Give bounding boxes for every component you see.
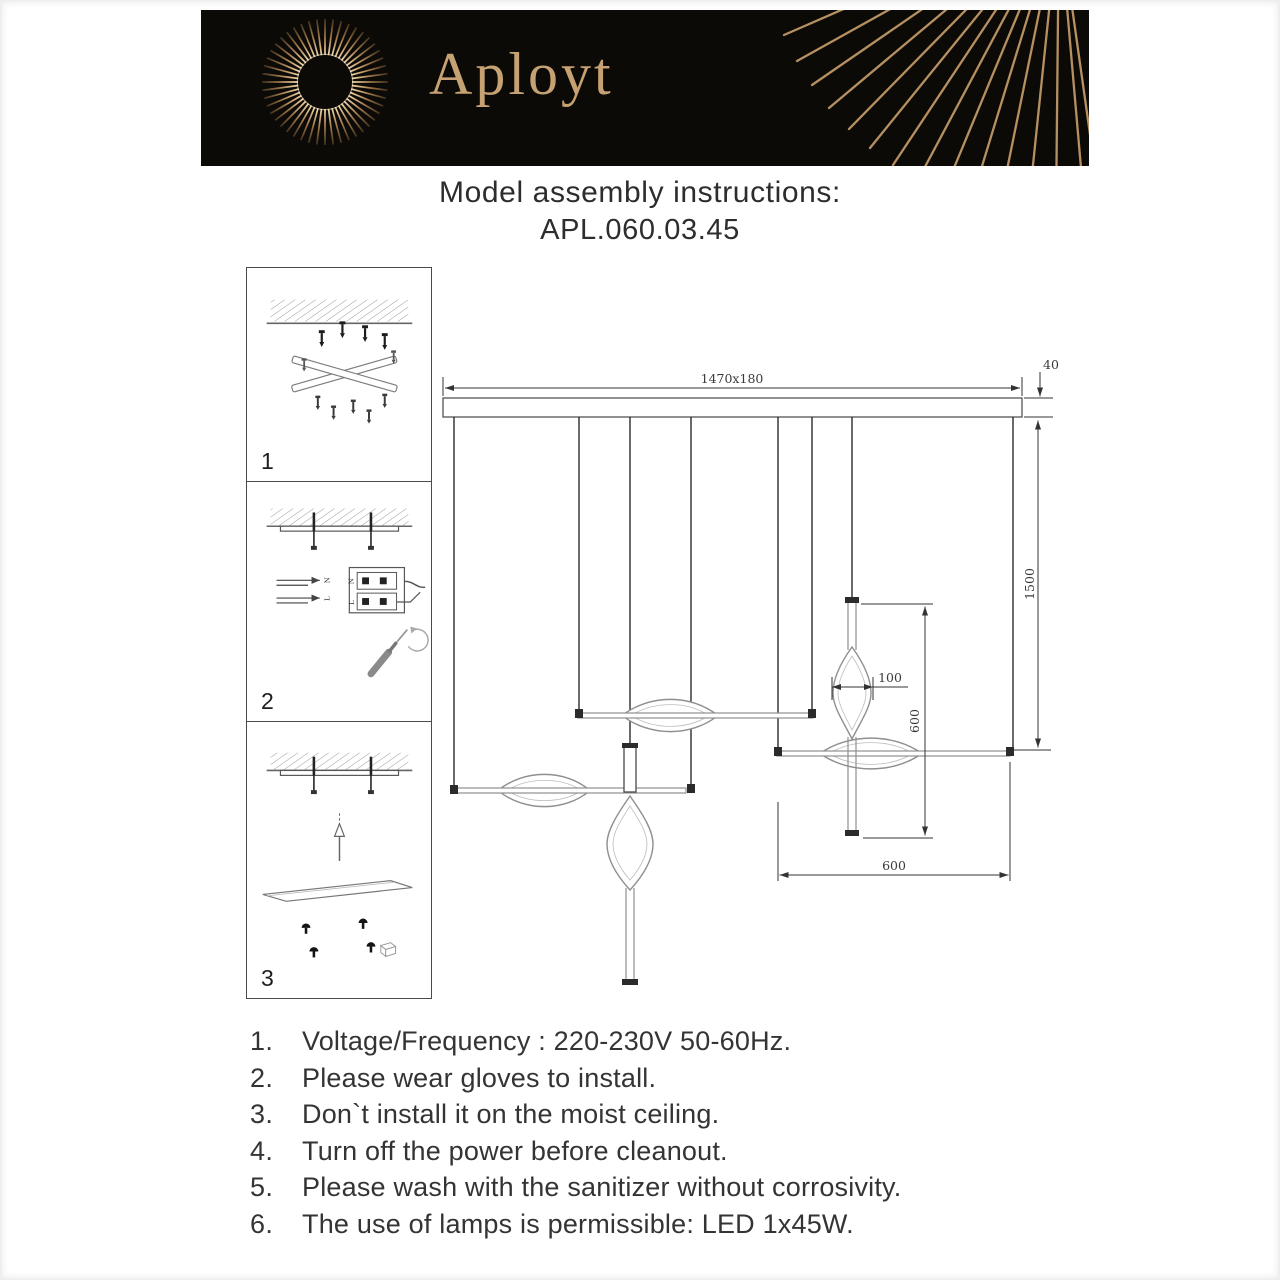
step-2-number: 2 [261,688,274,714]
screwdriver-icon [371,626,428,673]
step-1-panel [246,267,432,482]
cross-bracket [291,356,397,392]
brand-name: Aployt [429,41,614,107]
item-number: 5. [250,1172,274,1202]
dim-tube-length [861,604,933,838]
dim-canopy [1024,372,1053,417]
list-item [250,1209,1070,1246]
page-title: Model assembly instructions: [439,176,841,209]
dim-leaf-width-label: 100 [878,670,902,685]
step-1-diagram [247,268,430,480]
item-text: The use of lamps is permissible: LED 1x45W. [302,1208,854,1239]
terminal-block [348,567,425,612]
item-number: 2. [250,1062,274,1093]
item-text: Voltage/Frequency : 220-230V 50-60Hz. [302,1026,792,1056]
item-number: 1. [250,1026,274,1056]
ceiling-hatch [271,508,409,526]
decorative-rays [201,10,1089,166]
dim-bar-length-label: 600 [882,858,906,873]
mounting-plate [280,770,398,775]
list-item [250,1172,1070,1209]
ceiling-hatch [271,752,409,770]
anchor-screws-top [319,321,388,350]
list-item [250,1099,1070,1136]
ceiling-hatch [271,300,409,322]
wire-label-n: N [323,576,332,583]
step-3-diagram [247,722,430,997]
item-text: Please wear gloves to install. [302,1062,657,1093]
list-item [250,1063,1070,1100]
wire-label-l: L [323,595,332,601]
item-text: Don`t install it on the moist ceiling. [302,1099,720,1129]
step-3-panel [246,721,432,1000]
canopy-screws [302,918,376,957]
item-text: Turn off the power before cleanout. [302,1135,728,1166]
supply-wires [277,580,320,603]
item-number: 3. [250,1099,274,1129]
list-item [250,1136,1070,1173]
model-number: APL.060.03.45 [540,214,740,246]
light-tube-right-vertical [833,597,871,836]
canopy-plate [263,880,413,901]
item-number: 6. [250,1208,274,1239]
up-arrow-icon [335,811,345,860]
light-tube-center-vertical [607,743,653,985]
dim-tube-length-label: 600 [907,709,922,733]
mounting-plate [280,526,398,531]
light-bar-right [777,738,1010,769]
screws-bottom [315,394,387,424]
dim-drop-label: 1500 [1022,568,1037,600]
step-1-number: 1 [261,448,274,474]
technical-drawing [435,350,1075,1020]
instructions-list [250,1026,1070,1245]
light-bar-lower [454,774,686,806]
item-number: 4. [250,1135,274,1166]
step-3-number: 3 [261,965,274,991]
list-item [250,1026,1070,1063]
suspension-wires [454,417,1013,787]
ceiling-canopy [443,398,1022,417]
step-2-panel [246,481,432,723]
step-2-diagram [247,482,430,720]
header-band [201,10,1089,166]
item-text: Please wash with the sanitizer without corrosivity. [302,1172,902,1202]
connector-box-icon [381,942,396,956]
terminal-label-l: L [347,599,356,605]
terminal-label-n: N [347,577,356,584]
dim-canopy-label: 40 [1043,357,1059,372]
dim-overall-label: 1470x180 [700,371,764,386]
